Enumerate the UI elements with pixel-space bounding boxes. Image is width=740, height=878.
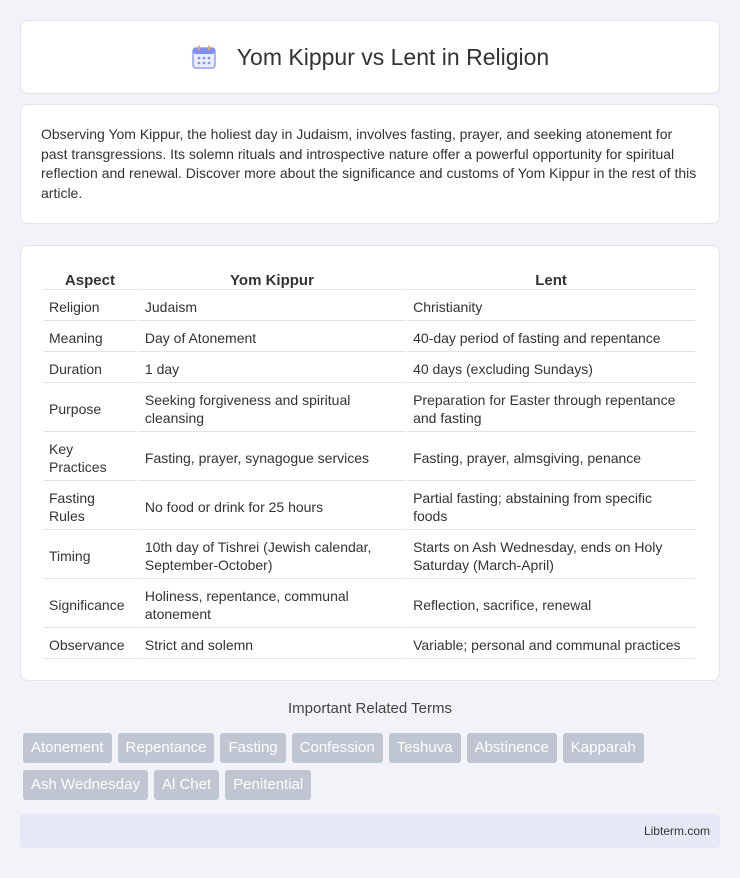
related-term-tag[interactable]: Abstinence (467, 733, 557, 763)
table-row (43, 532, 695, 579)
aspect-cell: Key Practices (43, 434, 137, 481)
lent-cell: Preparation for Easter through repentance and fasting (407, 385, 695, 432)
aspect-cell: Significance (43, 581, 137, 628)
comparison-table (41, 264, 697, 661)
column-header: Yom Kippur (139, 266, 405, 290)
yom-kippur-cell: Strict and solemn (139, 630, 405, 659)
related-term-tag[interactable]: Repentance (118, 733, 215, 763)
table-row (43, 385, 695, 432)
yom-kippur-cell: Seeking forgiveness and spiritual cleansing (139, 385, 405, 432)
lent-cell: Partial fasting; abstaining from specific foods (407, 483, 695, 530)
yom-kippur-cell: Judaism (139, 292, 405, 321)
related-term-tag[interactable]: Atonement (23, 733, 112, 763)
title-card (20, 20, 720, 94)
table-row (43, 354, 695, 383)
aspect-cell: Duration (43, 354, 137, 383)
related-term-tag[interactable]: Fasting (220, 733, 285, 763)
table-row (43, 434, 695, 481)
table-row (43, 483, 695, 530)
related-terms-title: Important Related Terms (288, 700, 452, 717)
intro-card (20, 104, 720, 224)
footer-site-link[interactable]: Libterm.com (643, 824, 710, 838)
intro-text: Observing Yom Kippur, the holiest day in Judaism, involves fasting, prayer, and seeking atonement for past transgressions. Its solemn rituals and introspective nature offer a powerful opportunity for spiritual reflection and renewal. Discover more about the significance and customs of Yom Kippur in the rest of this article. (41, 126, 697, 201)
aspect-cell: Timing (43, 532, 137, 579)
column-header: Lent (407, 266, 695, 290)
related-term-tag[interactable]: Teshuva (389, 733, 461, 763)
aspect-cell: Meaning (43, 323, 137, 352)
lent-cell: Christianity (407, 292, 695, 321)
comparison-table-card (20, 245, 720, 681)
table-header-row (43, 266, 695, 290)
related-terms-list (23, 733, 703, 800)
related-term-tag[interactable]: Al Chet (154, 770, 219, 800)
related-term-tag[interactable]: Ash Wednesday (23, 770, 148, 800)
related-term-tag[interactable]: Confession (292, 733, 383, 763)
aspect-cell: Fasting Rules (43, 483, 137, 530)
related-term-tag[interactable]: Kapparah (563, 733, 644, 763)
column-header: Aspect (43, 266, 137, 290)
lent-cell: Starts on Ash Wednesday, ends on Holy Saturday (March-April) (407, 532, 695, 579)
related-term-tag[interactable]: Penitential (225, 770, 311, 800)
aspect-cell: Religion (43, 292, 137, 321)
lent-cell: 40-day period of fasting and repentance (407, 323, 695, 352)
aspect-cell: Observance (43, 630, 137, 659)
lent-cell: Variable; personal and communal practices (407, 630, 695, 659)
table-row (43, 292, 695, 321)
table-row (43, 630, 695, 659)
table-row (43, 581, 695, 628)
lent-cell: 40 days (excluding Sundays) (407, 354, 695, 383)
lent-cell: Reflection, sacrifice, renewal (407, 581, 695, 628)
yom-kippur-cell: No food or drink for 25 hours (139, 483, 405, 530)
yom-kippur-cell: Day of Atonement (139, 323, 405, 352)
calendar-icon (191, 44, 217, 70)
yom-kippur-cell: 1 day (139, 354, 405, 383)
footer (20, 814, 720, 848)
page-title: Yom Kippur vs Lent in Religion (236, 43, 550, 70)
lent-cell: Fasting, prayer, almsgiving, penance (407, 434, 695, 481)
table-row (43, 323, 695, 352)
yom-kippur-cell: Fasting, prayer, synagogue services (139, 434, 405, 481)
yom-kippur-cell: 10th day of Tishrei (Jewish calendar, September-October) (139, 532, 405, 579)
aspect-cell: Purpose (43, 385, 137, 432)
yom-kippur-cell: Holiness, repentance, communal atonement (139, 581, 405, 628)
